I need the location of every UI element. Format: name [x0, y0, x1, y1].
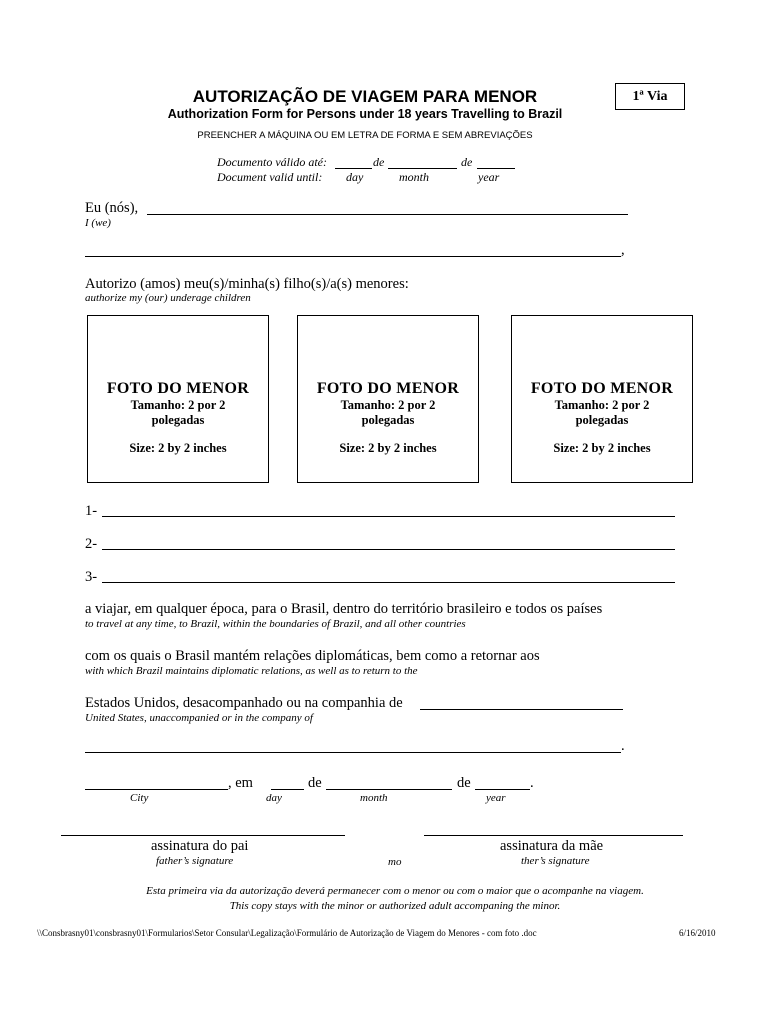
companion-name-field[interactable]: [420, 709, 623, 710]
minor-1-name-field[interactable]: [102, 516, 675, 517]
valid-de-2: de: [461, 155, 473, 169]
fill-instruction: PREENCHER A MÁQUINA OU EM LETRA DE FORMA E SEM ABREVIAÇÕES: [197, 130, 533, 141]
valid-day-field[interactable]: [335, 168, 372, 169]
valid-year-caption: year: [478, 170, 500, 184]
photo-box-1[interactable]: [87, 315, 269, 483]
minor-1-number: 1-: [85, 503, 98, 519]
photo-box-size-pt: Tamanho: 2 por 2 polegadas: [130, 398, 226, 427]
photo-box-size-en: Size: 2 by 2 inches: [129, 441, 227, 455]
place-period: .: [530, 775, 534, 791]
father-signature-label: assinatura do pai: [151, 838, 249, 854]
photo-box-3[interactable]: [511, 315, 693, 483]
minor-3-name-field[interactable]: [102, 582, 675, 583]
day-caption: day: [266, 792, 282, 804]
footer-file-path: \\Consbrasny01\consbrasny01\Formularios\Setor Consular\Legalização\Formulário de Autorização de Viagem do Menores - com foto .doc: [37, 928, 537, 938]
date-day-field[interactable]: [271, 789, 304, 790]
city-caption: City: [130, 792, 149, 804]
place-de-1: de: [308, 775, 322, 791]
photo-box-size-en: Size: 2 by 2 inches: [553, 441, 651, 455]
form-subtitle: Authorization Form for Persons under 18 years Travelling to Brazil: [167, 107, 563, 121]
authorize-label-en: authorize my (our) underage children: [85, 292, 251, 304]
valid-year-field[interactable]: [477, 168, 515, 169]
authorize-label: Autorizo (amos) meu(s)/minha(s) filho(s)/a(s) menores:: [85, 276, 409, 292]
photo-box-size-pt: Tamanho: 2 por 2 polegadas: [554, 398, 650, 427]
minor-2-name-field[interactable]: [102, 549, 675, 550]
date-year-field[interactable]: [475, 789, 530, 790]
year-caption: year: [486, 792, 506, 804]
mother-signature-label-en-prefix: mo: [388, 856, 402, 868]
mother-signature-label: assinatura da mãe: [500, 838, 604, 854]
city-field[interactable]: [85, 789, 228, 790]
valid-day-caption: day: [346, 170, 364, 184]
declarant-label-en: I (we): [85, 217, 111, 229]
companion-period: .: [621, 738, 625, 754]
photo-box-size-en: Size: 2 by 2 inches: [339, 441, 437, 455]
valid-month-field[interactable]: [388, 168, 457, 169]
mother-signature-label-en: ther’s signature: [521, 855, 590, 867]
father-signature-label-en: father’s signature: [156, 855, 234, 867]
place-em: , em: [228, 775, 253, 791]
photo-box-title: FOTO DO MENOR: [106, 380, 250, 397]
companion-name-field-2[interactable]: [85, 752, 621, 753]
valid-de-1: de: [373, 155, 385, 169]
photo-box-title: FOTO DO MENOR: [316, 380, 460, 397]
valid-until-label-pt: Documento válido até:: [217, 155, 327, 169]
travel-text-1-en: to travel at any time, to Brazil, within the boundaries of Brazil, and all other countries: [85, 618, 466, 630]
minor-3-number: 3-: [85, 569, 98, 585]
travel-text-2: com os quais o Brasil mantém relações diplomáticas, bem como a retornar aos: [85, 648, 540, 664]
travel-text-2-en: with which Brazil maintains diplomatic relations, as well as to return to the: [85, 665, 418, 677]
copy-number-box: 1ª Via: [615, 83, 685, 110]
copy-note-pt: Esta primeira via da autorização deverá permanecer com o menor ou com o maior que o acompanhe na viagem.: [146, 885, 644, 897]
date-month-field[interactable]: [326, 789, 452, 790]
photo-box-size-pt: Tamanho: 2 por 2 polegadas: [340, 398, 436, 427]
declarant-label: Eu (nós),: [85, 200, 139, 216]
father-signature-line[interactable]: [61, 835, 345, 836]
valid-month-caption: month: [399, 170, 429, 184]
travel-text-1: a viajar, em qualquer época, para o Brasil, dentro do território brasileiro e todos os países: [85, 601, 603, 617]
minor-2-number: 2-: [85, 536, 98, 552]
form-title: AUTORIZAÇÃO DE VIAGEM PARA MENOR: [192, 87, 538, 106]
valid-until-label-en: Document valid until:: [217, 170, 323, 184]
travel-text-3-en: United States, unaccompanied or in the company of: [85, 712, 313, 724]
month-caption: month: [360, 792, 388, 804]
place-de-2: de: [457, 775, 471, 791]
declarant-comma: ,: [621, 242, 625, 258]
copy-note-en: This copy stays with the minor or authorized adult accompaning the minor.: [229, 900, 561, 912]
footer-date: 6/16/2010: [679, 928, 716, 938]
photo-box-2[interactable]: [297, 315, 479, 483]
travel-text-3: Estados Unidos, desacompanhado ou na companhia de: [85, 695, 403, 711]
photo-box-title: FOTO DO MENOR: [530, 380, 674, 397]
declarant-name-field[interactable]: [147, 214, 628, 215]
declarant-name-field-2[interactable]: [85, 256, 621, 257]
mother-signature-line[interactable]: [424, 835, 683, 836]
